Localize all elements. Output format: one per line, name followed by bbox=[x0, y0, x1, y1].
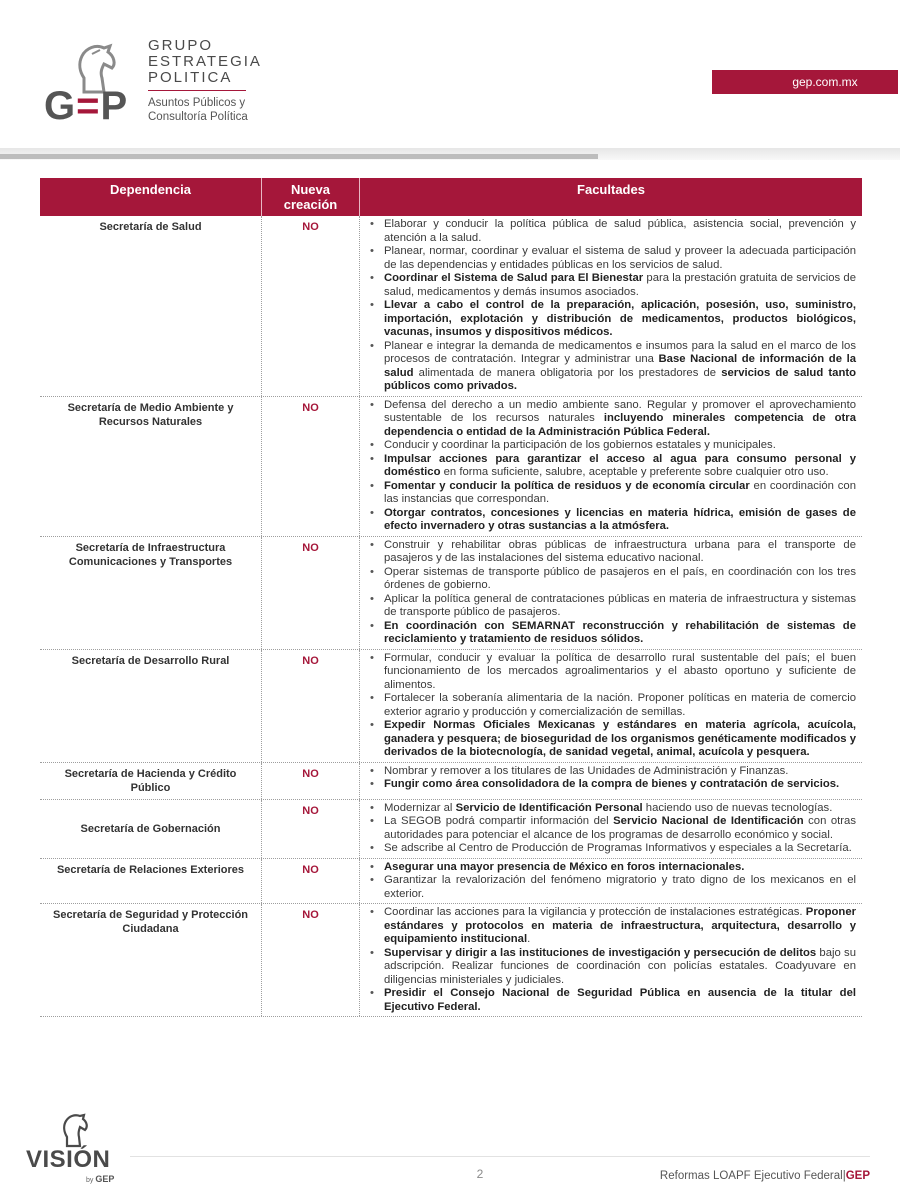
facultad-text: Coordinar las acciones para la vigilancia y protección de instalaciones estratégicas. bbox=[384, 906, 806, 918]
nueva-creacion-cell: NO bbox=[262, 859, 360, 904]
facultad-text: haciendo uso de nuevas tecnologías. bbox=[642, 801, 833, 814]
table-row bbox=[40, 763, 862, 800]
knight-small-icon bbox=[58, 1112, 88, 1148]
facultad-item bbox=[370, 906, 856, 947]
facultad-item bbox=[370, 987, 856, 1014]
facultad-item bbox=[370, 652, 856, 693]
facultad-text-bold: Fungir como área consolidadora de la compra de bienes y contratación de servicios. bbox=[384, 778, 840, 790]
footer-caption-text: Reformas LOAPF Ejecutivo Federal| bbox=[659, 1170, 846, 1182]
dependencia-cell bbox=[40, 800, 262, 858]
facultades-cell bbox=[360, 800, 862, 858]
facultades-table bbox=[40, 178, 862, 1017]
facultad-item bbox=[370, 765, 856, 779]
facultades-list bbox=[370, 906, 856, 1014]
facultad-item bbox=[370, 299, 856, 340]
facultades-cell bbox=[360, 650, 862, 762]
facultad-text: Modernizar al bbox=[384, 801, 456, 814]
table-row bbox=[40, 800, 862, 859]
facultad-text: Fortalecer la soberanía alimentaria de la nación. Proponer políticas en materia de comercio exterior agrario y producción y comercialización de semillas. bbox=[384, 692, 856, 718]
facultad-text-bold: En coordinación con SEMARNAT reconstrucción y rehabilitación de sistemas de reciclamiento y tratamiento de residuos sólidos. bbox=[384, 619, 856, 645]
col-header-facultades: Facultades bbox=[577, 182, 645, 197]
website-link[interactable] bbox=[712, 70, 898, 94]
facultad-item bbox=[370, 861, 856, 875]
facultad-item bbox=[370, 947, 856, 988]
logo-divider bbox=[148, 90, 246, 91]
dependencia-name: Secretaría de Hacienda y Crédito Público bbox=[64, 767, 237, 794]
facultad-text: Nombrar y remover a los titulares de las Unidades de Administración y Finanzas. bbox=[384, 764, 789, 777]
facultad-text: en coordinación con las instancias que correspondan. bbox=[384, 479, 856, 505]
facultades-cell bbox=[360, 397, 862, 536]
facultad-text: en forma suficiente, salubre, aceptable y preferente sobre cualquier otro uso. bbox=[440, 466, 829, 478]
facultad-text: Garantizar la revalorización del fenómeno migratorio y trato digno de los mexicanos en el exterior. bbox=[384, 874, 856, 900]
facultad-item bbox=[370, 815, 856, 842]
footer-caption-brand: GEP bbox=[845, 1170, 870, 1182]
dependencia-cell bbox=[40, 397, 262, 536]
facultades-list bbox=[370, 399, 856, 534]
facultad-item bbox=[370, 480, 856, 507]
facultad-text-bold: Llevar a cabo el control de la preparación, aplicación, posesión, uso, suministro, importación, explotación y distribución de medicamentos, productos biológicos, vacunas, insumos y dispositivos médicos. bbox=[384, 299, 856, 338]
table-row bbox=[40, 537, 862, 650]
website-url: gep.com.mx bbox=[792, 75, 858, 89]
dependencia-cell bbox=[40, 859, 262, 904]
header-rule bbox=[0, 154, 598, 159]
dependencia-name: Secretaría de Seguridad y Protección Ciudadana bbox=[52, 909, 249, 935]
logo-line-1: GRUPO bbox=[148, 37, 214, 54]
facultad-item bbox=[370, 593, 856, 620]
vision-by-gep: GEP bbox=[95, 1174, 115, 1184]
facultad-text: Construir y rehabilitar obras públicas de infraestructura urbana para el transporte de pasajeros y de las instalaciones del sistema educativo nacional. bbox=[384, 538, 856, 564]
facultad-item bbox=[370, 272, 856, 299]
facultad-text-bold: Expedir Normas Oficiales Mexicanas y estándares en materia agrícola, acuícola, ganadera y pesquera; de bioseguridad de los organismos genéticamente modificados y derivados de la biotecnología, de sanidad vegetal, animal, acuícola y pesquera. bbox=[384, 719, 856, 758]
vision-by-text: by bbox=[86, 1177, 94, 1184]
facultad-text-bold: Otorgar contratos, concesiones y licencias en materia hídrica, emisión de gases de efecto invernadero y otras sustancias a la atmósfera. bbox=[384, 506, 856, 532]
dependencia-cell bbox=[40, 763, 262, 799]
facultad-text: Aplicar la política general de contrataciones públicas en materia de infraestructura y sistemas de transporte público de pasajeros. bbox=[384, 592, 856, 618]
facultad-text: Planear e integrar la demanda de medicamentos e insumos para la salud en el marco de los procesos de contratación. Integrar y administrar una bbox=[384, 339, 856, 365]
facultades-list bbox=[370, 802, 856, 856]
nueva-creacion-cell: NO bbox=[262, 904, 360, 1016]
logo-tagline-2: Consultoría Política bbox=[148, 111, 248, 123]
page-number: 2 bbox=[476, 1167, 484, 1181]
col-header-dependencia: Dependencia bbox=[40, 178, 262, 216]
facultad-item bbox=[370, 399, 856, 440]
table-row bbox=[40, 904, 862, 1017]
footer-rule bbox=[130, 1156, 870, 1157]
table-row bbox=[40, 859, 862, 905]
logo-tagline bbox=[148, 96, 248, 124]
facultades-list bbox=[370, 861, 856, 902]
facultad-text-bold: Asegurar una mayor presencia de México en foros internacionales. bbox=[384, 860, 745, 873]
facultades-cell bbox=[360, 859, 862, 904]
facultad-item bbox=[370, 566, 856, 593]
facultad-item bbox=[370, 340, 856, 394]
facultad-item bbox=[370, 719, 856, 760]
dependencia-name: Secretaría de Relaciones Exteriores bbox=[56, 863, 245, 876]
vision-wordmark: VISIÓN bbox=[26, 1146, 111, 1173]
facultad-text-bold: Proponer estándares y protocolos en materia de infraestructura, arquitectura, desarrollo y equipamiento institucional bbox=[384, 906, 856, 945]
facultad-text: La SEGOB podrá compartir información del bbox=[384, 815, 614, 827]
facultades-cell bbox=[360, 537, 862, 649]
page-header bbox=[0, 0, 900, 160]
facultad-text: Se adscribe al Centro de Producción de Programas Informativos y especiales a la Secretaría. bbox=[384, 842, 852, 854]
dependencia-cell bbox=[40, 904, 262, 1016]
dependencia-name: Secretaría de Medio Ambiente y Recursos Naturales bbox=[67, 401, 234, 428]
table-body bbox=[40, 216, 862, 1017]
facultad-text: Planear, normar, coordinar y evaluar el sistema de salud y proveer la adecuada participación de las dependencias y entidades públicas en los servicios de salud. bbox=[384, 245, 856, 271]
facultades-cell bbox=[360, 904, 862, 1016]
facultad-text: Conducir y coordinar la participación de los gobiernos estatales y municipales. bbox=[384, 439, 776, 451]
facultad-text-bold: Coordinar el Sistema de Salud para El Bienestar bbox=[384, 272, 644, 284]
facultad-text: con otras autoridades para potenciar el alcance de los programas de desarrollo económico y social. bbox=[384, 815, 856, 841]
vision-byline bbox=[86, 1174, 114, 1184]
table-row bbox=[40, 650, 862, 763]
facultad-text-bold: Servicio Nacional de Identificación bbox=[613, 815, 804, 827]
table-row bbox=[40, 397, 862, 537]
nueva-creacion-cell: NO bbox=[262, 763, 360, 799]
dependencia-name: Secretaría de Salud bbox=[99, 221, 202, 233]
facultad-text: Operar sistemas de transporte público de pasajeros en el país, en coordinación con los tres órdenes de gobierno. bbox=[384, 565, 856, 591]
facultad-text: Defensa del derecho a un medio ambiente sano. Regular y promover el aprovechamiento sustentable de los recursos naturales bbox=[384, 398, 856, 424]
facultad-item bbox=[370, 218, 856, 245]
facultad-text-bold: servicios de salud tanto públicos como privados. bbox=[384, 366, 857, 392]
facultades-cell bbox=[360, 763, 862, 799]
facultad-text: . bbox=[527, 933, 531, 945]
dependencia-name: Secretaría de Gobernación bbox=[80, 822, 221, 835]
facultad-text-bold: Supervisar y dirigir a las instituciones de investigación y persecución de delitos bbox=[384, 946, 817, 959]
logo-name bbox=[148, 38, 262, 86]
logo-line-2: ESTRATEGIA bbox=[148, 53, 262, 70]
nueva-creacion-cell: NO bbox=[262, 800, 360, 858]
facultad-item bbox=[370, 507, 856, 534]
facultad-text-bold: Fomentar y conducir la política de residuos y de economía circular bbox=[384, 479, 750, 492]
nueva-creacion-cell: NO bbox=[262, 397, 360, 536]
facultades-list bbox=[370, 765, 856, 792]
facultad-item bbox=[370, 245, 856, 272]
facultad-text: Formular, conducir y evaluar la política de desarrollo rural sustentable del país; el buen funcionamiento de los mercados agroalimentarios y el abasto oportuno y suficiente de alimentos. bbox=[384, 651, 856, 691]
facultades-list bbox=[370, 652, 856, 760]
col-header-nueva-line2: creación bbox=[283, 197, 338, 212]
facultades-list bbox=[370, 218, 856, 394]
facultad-item bbox=[370, 874, 856, 901]
nueva-creacion-cell: NO bbox=[262, 216, 360, 396]
dependencia-name: Secretaría de Infraestructura Comunicaciones y Transportes bbox=[68, 541, 233, 568]
facultad-item bbox=[370, 842, 856, 856]
vision-logo bbox=[26, 1110, 126, 1190]
facultad-text-bold: Impulsar acciones para garantizar el acceso al agua para consumo personal y doméstico bbox=[384, 452, 856, 478]
facultad-item bbox=[370, 539, 856, 566]
facultad-item bbox=[370, 439, 856, 453]
nueva-creacion-cell: NO bbox=[262, 650, 360, 762]
table-row bbox=[40, 216, 862, 397]
facultad-item bbox=[370, 778, 856, 792]
col-header-nueva-creacion bbox=[262, 178, 360, 216]
dependencia-name: Secretaría de Desarrollo Rural bbox=[71, 654, 230, 667]
facultad-text: Elaborar y conducir la política pública de salud pública, asistencia social, prevención y atención a la salud. bbox=[384, 218, 856, 244]
dependencia-cell bbox=[40, 537, 262, 649]
facultad-text: para la prestación gratuita de servicios de salud, medicamentos y demás insumos asociados. bbox=[384, 272, 856, 298]
facultad-item bbox=[370, 802, 856, 816]
facultad-text: alimentada de manera obligatoria por los prestadores de bbox=[413, 366, 722, 379]
gep-wordmark: G=P bbox=[44, 84, 129, 128]
facultad-text-bold: Servicio de Identificación Personal bbox=[455, 801, 643, 814]
dependencia-cell bbox=[40, 650, 262, 762]
nueva-creacion-cell: NO bbox=[262, 537, 360, 649]
facultad-text-bold: Presidir el Consejo Nacional de Seguridad Pública en ausencia de la titular del Ejecutivo Federal. bbox=[384, 987, 856, 1013]
facultades-list bbox=[370, 539, 856, 647]
facultad-text-bold: Base Nacional de información de la salud bbox=[384, 353, 856, 379]
logo-tagline-1: Asuntos Públicos y bbox=[148, 97, 246, 109]
facultades-cell bbox=[360, 216, 862, 396]
logo-line-3: POLITICA bbox=[148, 69, 233, 86]
facultad-item bbox=[370, 692, 856, 719]
footer-caption bbox=[660, 1170, 870, 1182]
facultad-text-bold: incluyendo minerales competencia de otra dependencia o entidad de la Administración Pública Federal. bbox=[384, 412, 856, 438]
facultad-text: bajo su adscripción. Realizar funciones de coordinación con policías estatales. Coadyuvare en diligencias ministeriales y judiciales. bbox=[384, 946, 856, 986]
facultad-item bbox=[370, 620, 856, 647]
facultad-item bbox=[370, 453, 856, 480]
dependencia-cell bbox=[40, 216, 262, 396]
table-header bbox=[40, 178, 862, 216]
col-header-nueva-line1: Nueva bbox=[290, 182, 330, 197]
